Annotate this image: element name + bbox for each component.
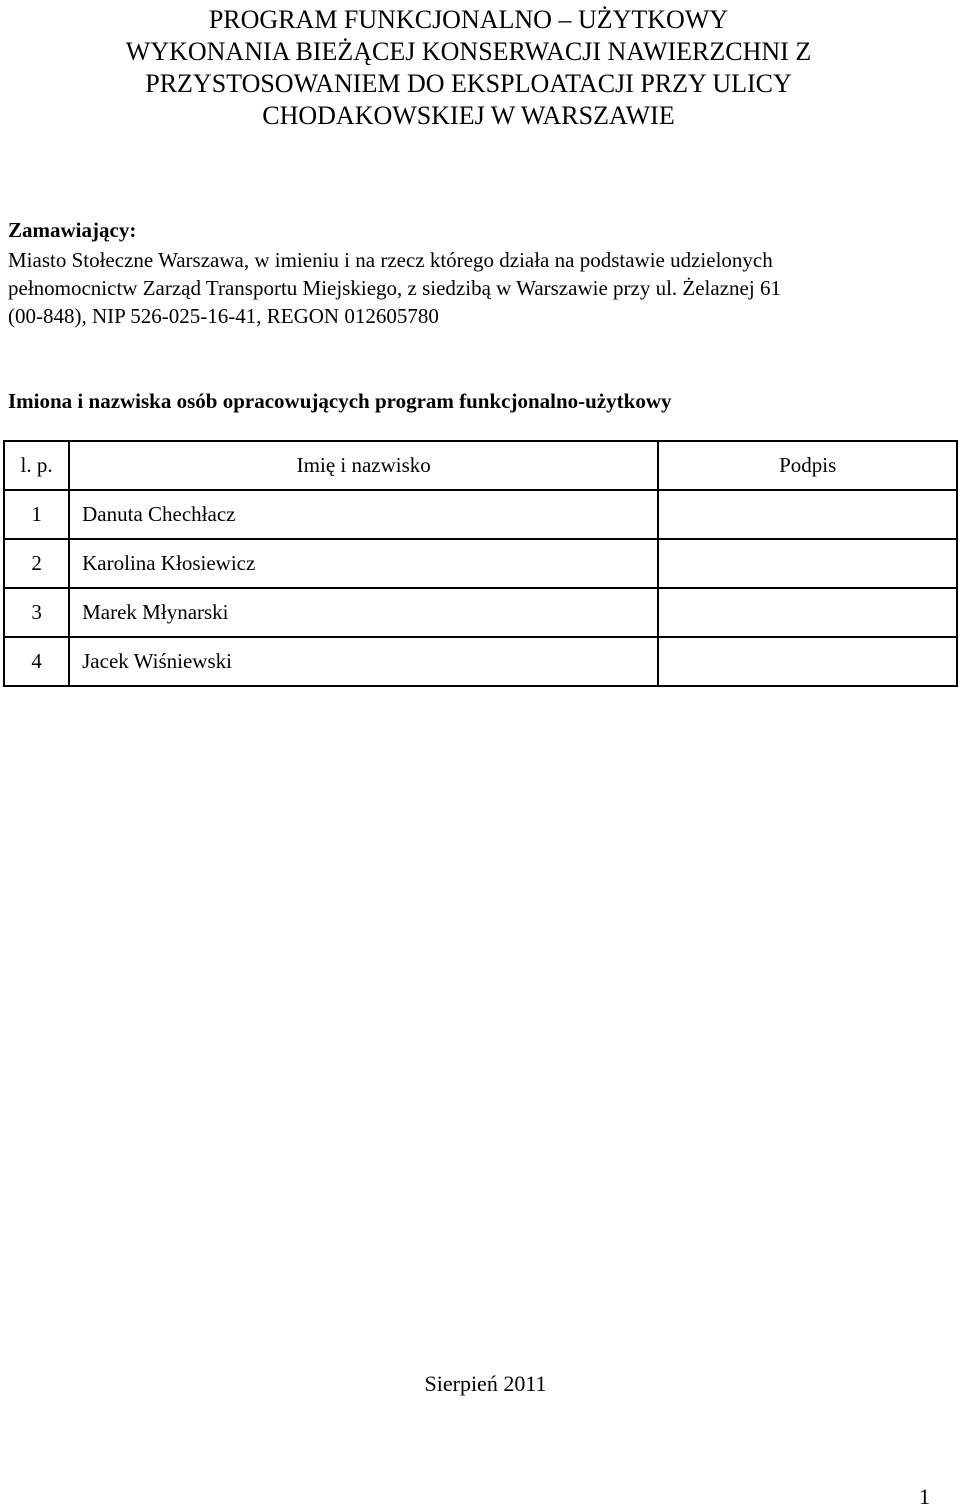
cell-signature bbox=[658, 637, 957, 686]
table-row bbox=[4, 490, 957, 539]
cell-signature bbox=[658, 539, 957, 588]
cell-name: Karolina Kłosiewicz bbox=[69, 539, 658, 588]
orderer-label: Zamawiający: bbox=[8, 218, 137, 242]
orderer-line: pełnomocnictw Zarząd Transportu Miejskiego, z siedzibą w Warszawie przy ul. Żelaznej 61 bbox=[8, 276, 781, 300]
cell-name: Marek Młynarski bbox=[69, 588, 658, 637]
title-line: WYKONANIA BIEŻĄCEJ KONSERWACJI NAWIERZCHNI Z bbox=[125, 37, 812, 66]
header-name: Imię i nazwisko bbox=[69, 441, 658, 490]
header-signature: Podpis bbox=[658, 441, 957, 490]
cell-name: Danuta Chechłacz bbox=[69, 490, 658, 539]
cell-signature bbox=[658, 588, 957, 637]
orderer-line: Miasto Stołeczne Warszawa, w imieniu i na rzecz którego działa na podstawie udzielonych bbox=[8, 248, 773, 272]
table-header-row bbox=[4, 441, 957, 490]
cell-lp: 1 bbox=[4, 490, 69, 539]
table-row bbox=[4, 637, 957, 686]
orderer-description bbox=[8, 246, 938, 330]
table-row bbox=[4, 588, 957, 637]
authors-label: Imiona i nazwiska osób opracowujących program funkcjonalno-użytkowy bbox=[8, 389, 672, 413]
page-number: 1 bbox=[919, 1484, 930, 1509]
authors-table bbox=[3, 440, 958, 687]
title-line: PROGRAM FUNKCJONALNO – UŻYTKOWY bbox=[208, 5, 729, 34]
document-title bbox=[0, 4, 937, 132]
document-date: Sierpień 2011 bbox=[424, 1371, 547, 1396]
title-line: PRZYSTOSOWANIEM DO EKSPLOATACJI PRZY ULICY bbox=[145, 69, 792, 98]
cell-signature bbox=[658, 490, 957, 539]
title-line: CHODAKOWSKIEJ W WARSZAWIE bbox=[262, 101, 675, 130]
cell-lp: 3 bbox=[4, 588, 69, 637]
header-lp: l. p. bbox=[4, 441, 69, 490]
cell-lp: 4 bbox=[4, 637, 69, 686]
cell-name: Jacek Wiśniewski bbox=[69, 637, 658, 686]
table-row bbox=[4, 539, 957, 588]
cell-lp: 2 bbox=[4, 539, 69, 588]
orderer-line: (00-848), NIP 526-025-16-41, REGON 012605780 bbox=[8, 304, 439, 328]
